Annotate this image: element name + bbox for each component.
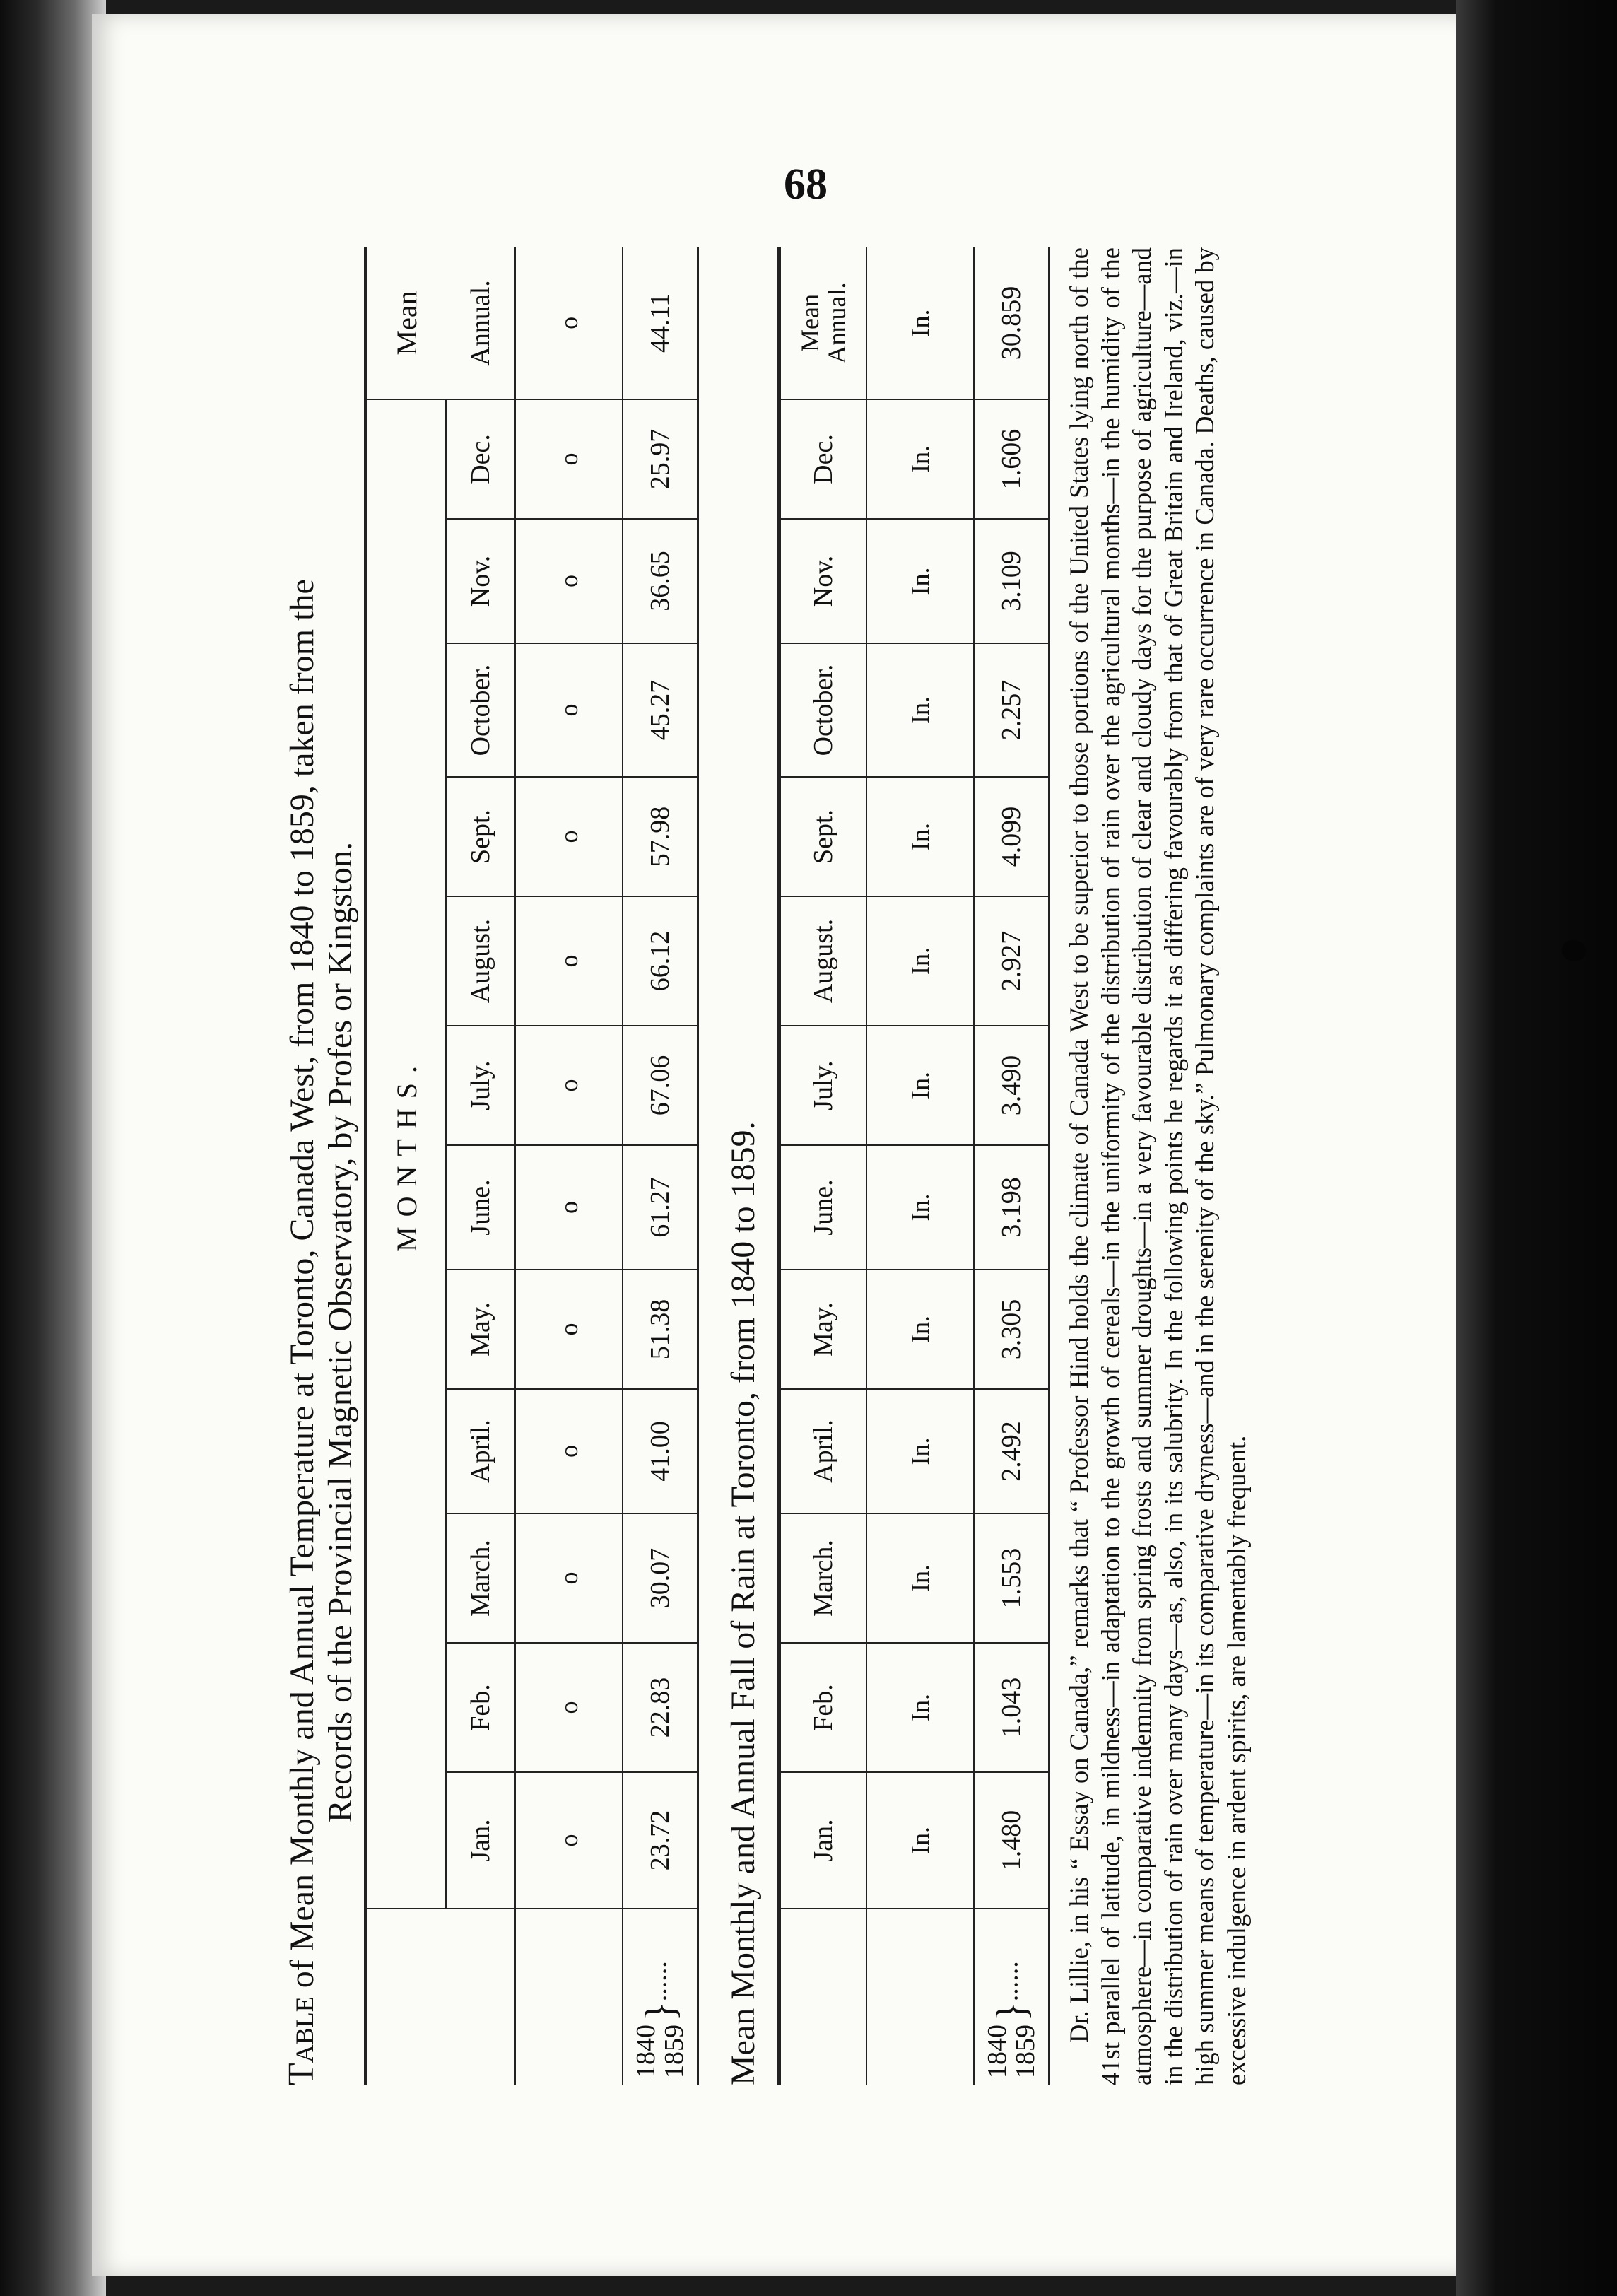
rain-row-year-end: 1859: [1011, 2025, 1040, 2078]
rain-unit-apr: In.: [866, 1389, 974, 1513]
temp-unit-apr: o: [515, 1389, 623, 1513]
temp-row-dots: ......: [642, 1961, 673, 2002]
rain-unit-jan: In.: [866, 1772, 974, 1909]
brace-glyph: }: [988, 2001, 1035, 2022]
rain-unit-sep: In.: [866, 777, 974, 896]
rain-row-year-start: 1840: [982, 2025, 1012, 2078]
rain-col-jul: July.: [780, 1026, 867, 1145]
mean-heading: Mean: [366, 247, 447, 399]
temp-value-oct: 45.27: [623, 643, 698, 777]
temp-value-sep: 57.98: [623, 777, 698, 896]
rain-value-annual: 30.859: [974, 247, 1049, 399]
rainfall-values-row: [974, 247, 1049, 2085]
page-number: 68: [784, 160, 828, 209]
rain-unit-aug: In.: [866, 896, 974, 1026]
temp-value-jun: 61.27: [623, 1145, 698, 1270]
rain-col-jun: June.: [780, 1145, 867, 1270]
temp-value-aug: 66.12: [623, 896, 698, 1026]
rain-value-jul: 3.490: [974, 1026, 1049, 1145]
temp-unit-annual: o: [515, 247, 623, 399]
temp-value-dec: 25.97: [623, 399, 698, 519]
temp-col-apr: April.: [446, 1389, 515, 1513]
temp-value-nov: 36.65: [623, 519, 698, 643]
temp-unit-feb: o: [515, 1643, 623, 1772]
rain-value-aug: 2.927: [974, 896, 1049, 1026]
temp-col-jul: July.: [446, 1026, 515, 1145]
rain-col-may: May.: [780, 1270, 867, 1389]
temp-row-year-start: 1840: [631, 2025, 661, 2078]
rain-col-oct: October.: [780, 643, 867, 777]
rain-value-may: 3.305: [974, 1270, 1049, 1389]
rain-unit-feb: In.: [866, 1643, 974, 1772]
rain-value-jun: 3.198: [974, 1145, 1049, 1270]
rainfall-header-row: [780, 247, 867, 2085]
temp-unit-oct: o: [515, 643, 623, 777]
climate-note-paragraph: Dr. Lillie, in his “ Essay on Canada,” remarks that “ Professor Hind holds the climate of Canada West to be superior to those portions of the United States lying north of the 41st parallel of latitude, in mildness—in adaptation to the growth of cereals—in the uniformity of the distribution of rain over the agricultural months—in the humidity of the atmosphere—in comparative indemnity from spring frosts and summer droughts—in a very favourable distribution of clear and cloudy days for the purpose of agriculture—and in the distribution of rain over many days—as, also, in its salubrity. In the following points he regards it as differing favourably from that of Great Britain and Ireland, viz.—in high summer means of temperature—in its comparative dryness—and in the serenity of the sky.” Pulmonary complaints are of very rare occurrence in Canada. Deaths, caused by excessive indulgence in ardent spirits, are lamentably frequent.: [1064, 247, 1251, 2085]
months-heading: MONTHS.: [366, 399, 447, 1909]
rain-unit-nov: In.: [866, 519, 974, 643]
rain-unit-jun: In.: [866, 1145, 974, 1270]
temp-unit-may: o: [515, 1270, 623, 1389]
temp-value-annual: 44.11: [623, 247, 698, 399]
temp-col-may: May.: [446, 1270, 515, 1389]
right-page-edge: [1456, 0, 1617, 2296]
rain-col-apr: April.: [780, 1389, 867, 1513]
book-spine-shadow: [0, 0, 106, 2296]
temp-col-sep: Sept.: [446, 777, 515, 896]
rain-unit-oct: In.: [866, 643, 974, 777]
temp-units-stub: [515, 1909, 623, 2085]
rain-unit-may: In.: [866, 1270, 974, 1389]
rain-value-sep: 4.099: [974, 777, 1049, 896]
rain-value-feb: 1.043: [974, 1643, 1049, 1772]
temp-row-year-end: 1859: [659, 2025, 689, 2078]
temp-row-label: [623, 1909, 698, 2085]
rain-annual-heading-1: Mean: [796, 294, 824, 352]
temperature-stub-header: [366, 1909, 516, 2085]
rain-unit-jul: In.: [866, 1026, 974, 1145]
rain-row-label: [974, 1909, 1049, 2085]
rain-value-nov: 3.109: [974, 519, 1049, 643]
temp-col-jan: Jan.: [446, 1772, 515, 1909]
temperature-values-row: [623, 247, 698, 2085]
temp-unit-aug: o: [515, 896, 623, 1026]
temp-col-dec: Dec.: [446, 399, 515, 519]
rain-col-sep: Sept.: [780, 777, 867, 896]
temp-unit-jul: o: [515, 1026, 623, 1145]
temp-value-jul: 67.06: [623, 1026, 698, 1145]
temp-col-annual: Annual.: [446, 247, 515, 399]
temp-col-aug: August.: [446, 896, 515, 1026]
rain-col-jan: Jan.: [780, 1772, 867, 1909]
rain-col-annual: [780, 247, 867, 399]
temp-col-jun: June.: [446, 1145, 515, 1270]
temperature-header-row-2: [446, 247, 515, 2085]
rain-annual-heading-2: Annual.: [823, 282, 851, 364]
temp-value-may: 51.38: [623, 1270, 698, 1389]
rain-col-feb: Feb.: [780, 1643, 867, 1772]
rotated-page-content: [283, 247, 1258, 2085]
table1-title-line1: Table of Mean Monthly and Annual Temperature at Toronto, Canada West, from 1840 to 1859, taken from the: [281, 579, 322, 2085]
rain-unit-dec: In.: [866, 399, 974, 519]
rain-row-dots: ......: [994, 1961, 1024, 2002]
rain-col-nov: Nov.: [780, 519, 867, 643]
rainfall-units-row: [866, 247, 974, 2085]
temp-unit-dec: o: [515, 399, 623, 519]
table1-title: [283, 579, 360, 2085]
temp-value-mar: 30.07: [623, 1513, 698, 1643]
rain-col-mar: March.: [780, 1513, 867, 1643]
temp-unit-jun: o: [515, 1145, 623, 1270]
temp-unit-mar: o: [515, 1513, 623, 1643]
rain-stub-header: [780, 1909, 867, 2085]
rain-unit-annual: In.: [866, 247, 974, 399]
table2-title: Mean Monthly and Annual Fall of Rain at Toronto, from 1840 to 1859.: [724, 1121, 762, 2085]
temp-unit-sep: o: [515, 777, 623, 896]
table1-title-line2: Records of the Provincial Magnetic Observatory, by Profes or Kingston.: [322, 842, 359, 1823]
temp-value-jan: 23.72: [623, 1772, 698, 1909]
rain-unit-mar: In.: [866, 1513, 974, 1643]
temp-unit-jan: o: [515, 1772, 623, 1909]
rainfall-table: [777, 247, 1050, 2085]
temperature-units-row: [515, 247, 623, 2085]
temp-value-feb: 22.83: [623, 1643, 698, 1772]
rain-value-jan: 1.480: [974, 1772, 1049, 1909]
table1-title-cap: Table: [281, 1996, 322, 2085]
temp-col-feb: Feb.: [446, 1643, 515, 1772]
temp-col-nov: Nov.: [446, 519, 515, 643]
temp-col-mar: March.: [446, 1513, 515, 1643]
rain-col-aug: August.: [780, 896, 867, 1026]
temp-value-apr: 41.00: [623, 1389, 698, 1513]
rain-units-stub: [866, 1909, 974, 2085]
temperature-table: [364, 247, 699, 2085]
rain-value-apr: 2.492: [974, 1389, 1049, 1513]
temp-unit-nov: o: [515, 519, 623, 643]
temperature-header-row-1: [366, 247, 447, 2085]
rain-value-oct: 2.257: [974, 643, 1049, 777]
rain-value-dec: 1.606: [974, 399, 1049, 519]
rain-value-mar: 1.553: [974, 1513, 1049, 1643]
brace-glyph: }: [637, 2001, 683, 2022]
temp-col-oct: October.: [446, 643, 515, 777]
rain-col-dec: Dec.: [780, 399, 867, 519]
